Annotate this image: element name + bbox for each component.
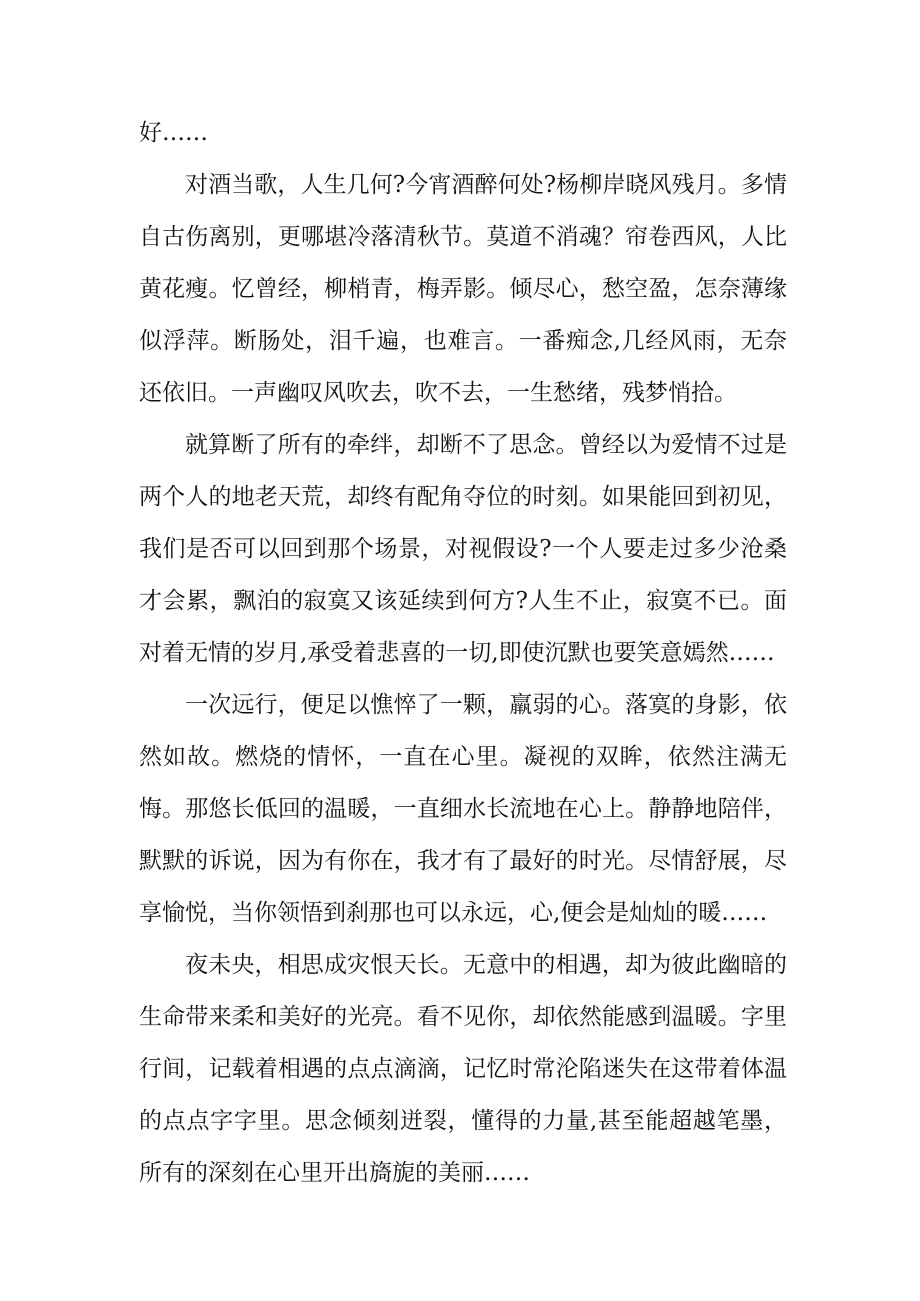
document-body [139, 107, 787, 1199]
paragraph-1: 对酒当歌，人生几何?今宵酒醉何处?杨柳岸晓风残月。多情自古伤离别，更哪堪冷落清秋节。莫道不消魂？帘卷西风，人比黄花瘦。忆曾经，柳梢青，梅弄影。倾尽心，愁空盈，怎奈薄缘似浮萍。断肠处，泪千遍，也难言。一番痴念,几经风雨，无奈还依旧。一声幽叹风吹去，吹不去，一生愁绪，残梦悄拾。 [139, 172, 787, 406]
paragraph-3: 一次远行，便足以憔悴了一颗，羸弱的心。落寞的身影，依然如故。燃烧的情怀，一直在心里。凝视的双眸，依然注满无悔。那悠长低回的温暖，一直细水长流地在心上。静静地陪伴，默默的诉说，因为有你在，我才有了最好的时光。尽情舒展，尽享愉悦，当你领悟到刹那也可以永远，心,便会是灿灿的暖…… [139, 692, 787, 926]
paragraph-2: 就算断了所有的牵绊，却断不了思念。曾经以为爱情不过是两个人的地老天荒，却终有配角夺位的时刻。如果能回到初见，我们是否可以回到那个场景，对视假设?一个人要走过多少沧桑才会累，飘泊的寂寞又该延续到何方?人生不止，寂寞不已。面对着无情的岁月,承受着悲喜的一切,即使沉默也要笑意嫣然…… [139, 432, 787, 666]
paragraph-4: 夜未央，相思成灾恨天长。无意中的相遇，却为彼此幽暗的生命带来柔和美好的光亮。看不见你，却依然能感到温暖。字里行间，记载着相遇的点点滴滴，记忆时常沦陷迷失在这带着体温的点点字字里。思念倾刻迸裂，懂得的力量,甚至能超越笔墨，所有的深刻在心里开出旖旎的美丽…… [139, 952, 787, 1186]
paragraph-continuation: 好…… [139, 120, 208, 146]
